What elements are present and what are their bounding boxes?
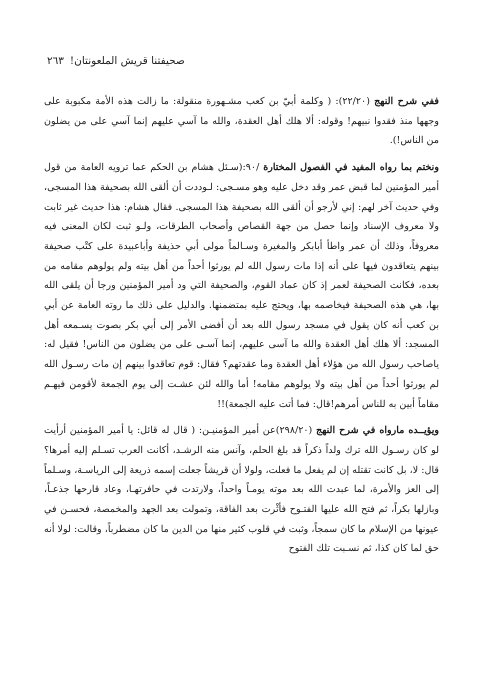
body-text: [44, 92, 439, 566]
paragraph-text: (٢٢/٢٠): ( وكلمة أبيّ بن كعب مشـهورة منقولة: ما زالت هذه الأمة مكبوبة على وجهها منذ فقدوا نبيهم! وقوله: ألا هلك أهل العقدة، والله ما آسي عليهم إنما آسي على من يضلون من الناس!).: [44, 96, 439, 147]
page-number: ٢٦٣: [47, 55, 64, 67]
running-title: صحيفتنا قريش الملعونتان!: [69, 55, 185, 67]
page-header: [47, 52, 439, 70]
paragraph-lead: ونختم بما رواه المفيد في الفصول المختارة: [263, 162, 439, 174]
paragraph: [44, 92, 439, 151]
paragraph-lead: ويؤيــده مارواه في شرح النهج: [316, 425, 439, 437]
paragraph-text: /٩٠:(سـئل هشام بن الحكم عما ترويه العامة من قول أمير المؤمنين لما قبض عمر وقد دخل عليه وهو مسـجى: لـوددت أن ألقى الله بصحيفة هذا المسجى، وفي حديث آخر لهم: إني لأرجو أن ألقى الله بصحيفة هذا المسجى. فقال هشام: هذا حديث غير ثابت ولا معروف الإسناد وإنما حصل من جهة القصاص وأصحاب الطرقات، ولـو ثبت لكان المعنى فيه معروفاً، وذلك أن عمر واطأ أبابكر والمغيرة وسـالماً مولى أبي حذيفة وأباعبيدة على كتْب صحيفة بينهم يتعاقدون فيها على أنه إذا مات رسول الله لم يورثوا أحداً من أهل بيته ولم يولوهم مقامه من بعده، فكانت الصحيفة لعمر إذ كان عماد القوم، والصحيفة التي ود أمير المؤمنين ورجا أن يلقى الله بها، هي هذه الصحيفة فيخاصمه بها، ويحتج عليه بمتضمنها. والدليل على ذلك ما روته العامة عن أبي بن كعب أنه كان يقول في مسجد رسول الله بعد أن أفضى الأمر إلى أبي بكر بصوت يسـمعه أهل المسجد: ألا هلك أهل العقدة والله ما آسى عليهم، إنما آسـى على من يضلون من الناس! فقيل له: ياصاحب رسول الله من هؤلاء أهل العقدة وما عقدتهم؟ فقال: قوم تعاقدوا بينهم إن مات رسـول الله لم يورثوا أحداً من أهل بيته ولا يولوهم مقامه! أما والله لئن عشـت إلى يوم الجمعة لأقومن فيهـم مقاماً أبين به للناس أمرهم!قال: فما أتت عليه الجمعة)!!: [44, 162, 439, 410]
paragraph-text: (٢٩٨/٢٠)عن أمير المؤمنيـن: ( قال له قائل: يا أمير المؤمنين أرأيت لو كان رسـول الله ترك ولداً ذكراً قد بلغ الحلم، وآنس منه الرشـد، أكانت العرب تسـلم إليه أمرها؟ قال: لا، بل كانت تقتله إن لم يفعل ما فعلت، ولولا أن قريشاً جعلت إسمه ذريعة إلى الرياسـة، وسـلماً إلى العز والأمرة، لما عبدت الله بعد موته يومـاً واحداً، ولارتدت في حافرتهـا، وعاد قارحها جذعـاً، وبازلها بكراً، ثم فتح الله عليها الفتـوح فأثْرت بعد الفاقة، وتمولت بعد الجهد والمخمصة، فحسـن في عيونها من الإسلام ما كان سمجاً، وثبت في قلوب كثير منها من الدين ما كان مضطرباً، وقالت: لولا أنه حق لما كان كذا، ثم نسـبت تلك الفتوح: [44, 425, 439, 555]
paragraph: [44, 158, 439, 414]
paragraph: [44, 421, 439, 559]
paragraph-lead: ففي شرح النهج: [374, 96, 439, 107]
